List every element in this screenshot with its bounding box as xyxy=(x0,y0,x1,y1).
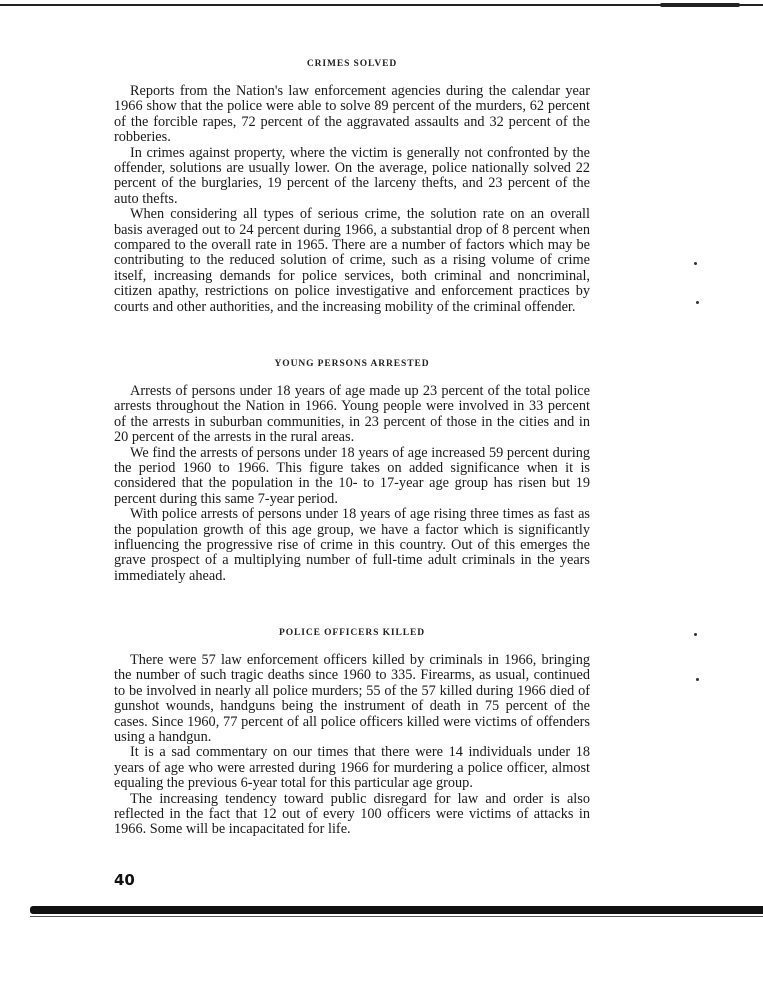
paragraph: It is a sad commentary on our times that there were 14 individuals under 18 years of age who were arrested during 1966 for murdering a police officer, almost equaling the previous 6-year total for this particular age group. xyxy=(114,744,590,792)
section-heading: CRIMES SOLVED xyxy=(306,59,398,69)
paragraph: The increasing tendency toward public disregard for law and order is also reflected in the fact that 12 out of every 100 officers were victims of attacks in 1966. Some will be incapacitated for life. xyxy=(114,790,590,838)
scan-speck xyxy=(694,633,697,636)
scan-speck xyxy=(694,262,697,265)
paragraph: There were 57 law enforcement officers killed by criminals in 1966, bringing the number of such tragic deaths since 1960 to 335. Firearms, as usual, continued to be involved in nearly all police murders; 55 of the 57 killed during 1966 died of gunshot wounds, handguns being the instrument of death in 75 percent of the cases. Since 1960, 77 percent of all police officers killed were victims of offenders using a handgun. xyxy=(114,652,590,746)
paragraph: We find the arrests of persons under 18 years of age increased 59 percent during the period 1960 to 1966. This figure takes on added significance when it is considered that the population in the 10- to 17-year age group has risen but 19 percent during this same 7-year period. xyxy=(114,444,590,507)
paragraph: Reports from the Nation's law enforcement agencies during the calendar year 1966 show that the police were able to solve 89 percent of the murders, 62 percent of the forcible rapes, 72 percent of the aggravated assaults and 32 percent of the robberies. xyxy=(114,83,590,146)
page-number: 40 xyxy=(114,871,135,889)
paragraph: When considering all types of serious crime, the solution rate on an overall basis averaged out to 24 percent during 1966, a substantial drop of 8 percent when compared to the overall rate in 1965. There are a number of factors which may be contributing to the reduced solution of crime, such as a rising volume of crime itself, increasing demands for police services, both criminal and noncriminal, citizen apathy, restrictions on police investigative and enforcement practices by courts and other authorities, and the increasing mobility of the criminal offender. xyxy=(114,206,590,315)
scan-speck xyxy=(696,678,699,681)
section-heading: POLICE OFFICERS KILLED xyxy=(279,628,425,638)
section-crimes-solved xyxy=(114,59,590,315)
paragraph: With police arrests of persons under 18 years of age rising three times as fast as the population growth of this age group, we have a factor which is significantly influencing the progressive rise of crime in this country. Out of this emerges the grave prospect of a multiplying number of full-time adult criminals in the years immediately ahead. xyxy=(114,506,590,584)
section-young-persons-arrested xyxy=(114,359,590,584)
paragraph: In crimes against property, where the victim is generally not confronted by the offender, solutions are usually lower. On the average, police nationally solved 22 percent of the burglaries, 19 percent of the larceny thefts, and 23 percent of the auto thefts. xyxy=(114,144,590,207)
bottom-rule xyxy=(30,906,763,914)
section-heading: YOUNG PERSONS ARRESTED xyxy=(274,359,430,369)
paragraph: Arrests of persons under 18 years of age made up 23 percent of the total police arrests throughout the Nation in 1966. Young people were involved in 33 percent of the arrests in suburban communities, in 23 percent of those in the cities and in 20 percent of the arrests in the rural areas. xyxy=(114,383,590,446)
top-rule-accent xyxy=(660,3,740,7)
section-police-officers-killed xyxy=(114,628,590,838)
top-rule xyxy=(0,4,763,6)
bottom-rule-thin xyxy=(30,916,763,917)
scan-speck xyxy=(696,301,699,304)
